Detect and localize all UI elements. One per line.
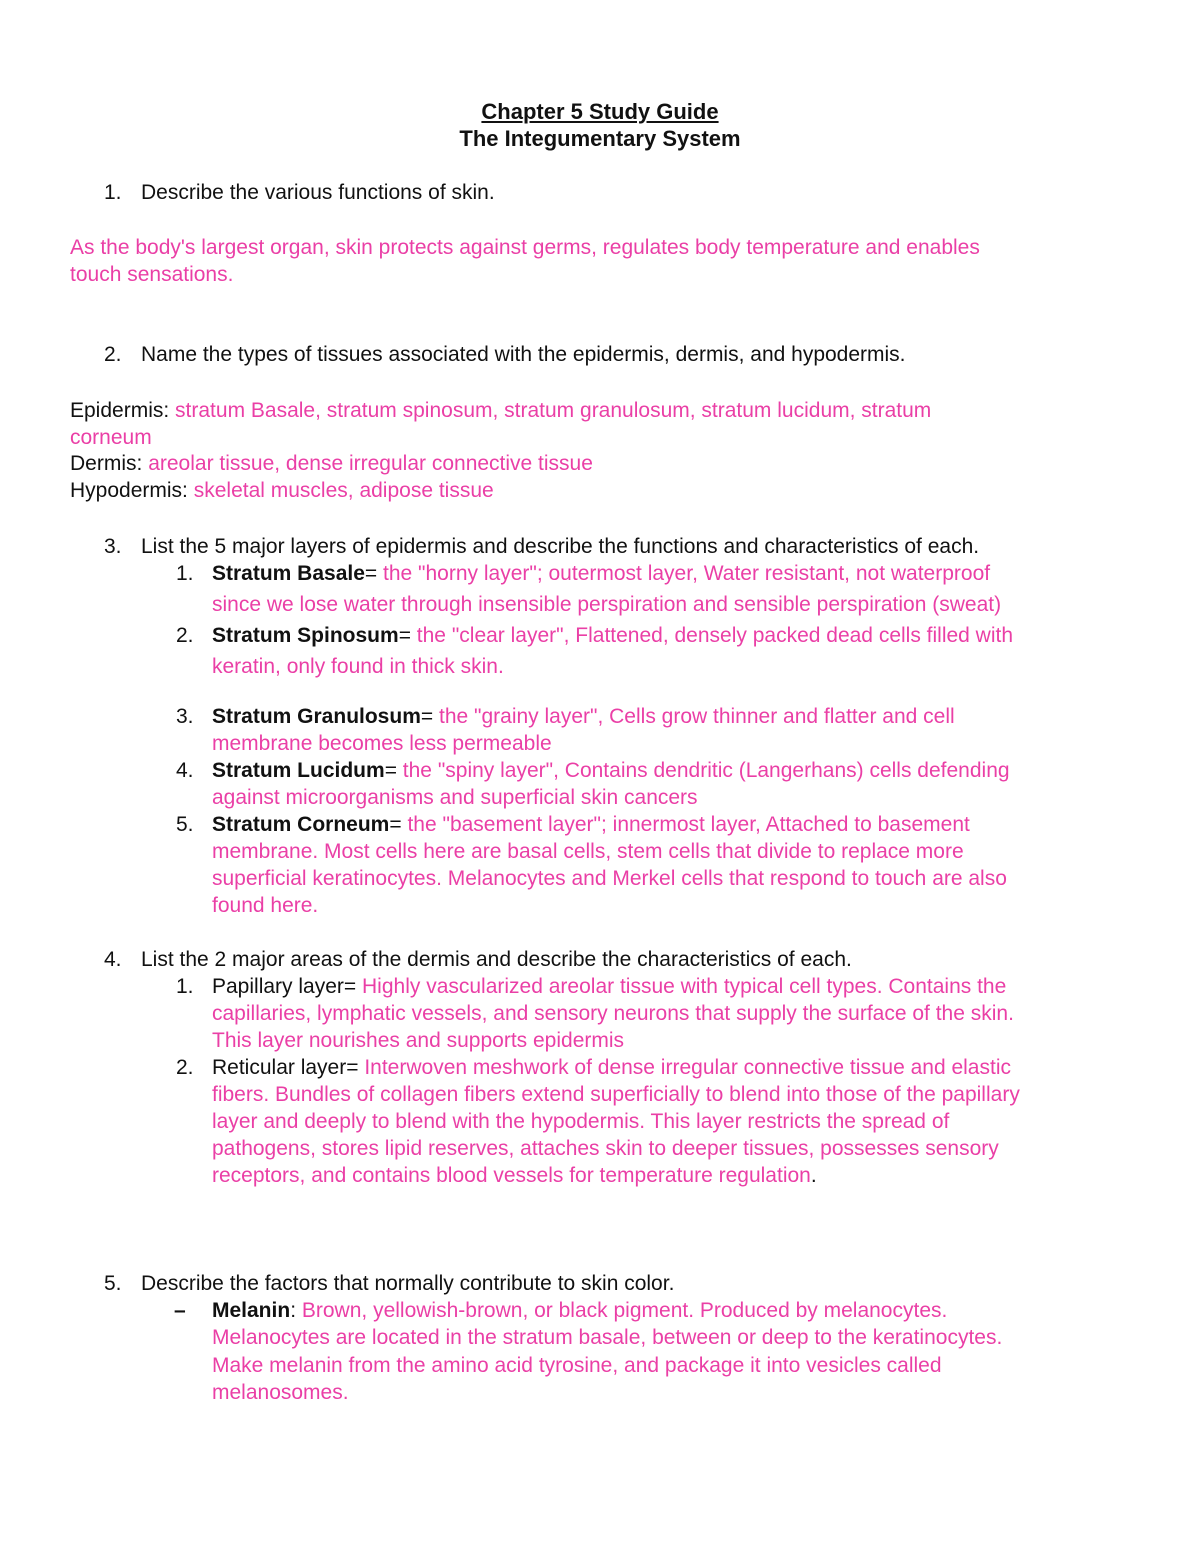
hypodermis-answer: skeletal muscles, adipose tissue [193, 479, 494, 502]
list-item [212, 1297, 947, 1324]
question-number: 5. [104, 1272, 122, 1295]
factor-term: Melanin [212, 1299, 291, 1322]
dermis-area-term: Reticular layer= [212, 1056, 359, 1079]
dermis-label: Dermis: [70, 452, 143, 475]
dermis-line [70, 450, 593, 477]
list-item-number: 2. [176, 624, 194, 647]
epidermis-line [70, 397, 931, 424]
equals-sign: = [389, 813, 402, 836]
factor-description-cont: melanosomes. [212, 1381, 349, 1404]
equals-sign: = [398, 624, 411, 647]
period: . [810, 1164, 817, 1187]
epidermis-label: Epidermis: [70, 399, 170, 422]
dermis-area-description-cont: capillaries, lymphatic vessels, and sensory neurons that supply the surface of the skin. [212, 1002, 1014, 1025]
list-item [212, 757, 1010, 784]
answer-line: touch sensations. [70, 263, 234, 286]
dermis-area-description-cont: layer and deeply to blend with the hypodermis. This layer restricts the spread of [212, 1110, 950, 1133]
dash-bullet: – [174, 1299, 186, 1322]
factor-description-cont: Make melanin from the amino acid tyrosine, and package it into vesicles called [212, 1354, 942, 1377]
answer-line: As the body's largest organ, skin protects against germs, regulates body temperature and enables [70, 236, 980, 259]
epidermis-answer-cont: corneum [70, 426, 152, 449]
page-title: Chapter 5 Study Guide [481, 99, 719, 124]
layer-description-cont: found here. [212, 894, 319, 917]
layer-description-cont: membrane becomes less permeable [212, 732, 552, 755]
list-item [212, 560, 990, 587]
layer-description: the "clear layer", Flattened, densely packed dead cells filled with [416, 624, 1014, 647]
question-text: List the 2 major areas of the dermis and describe the characteristics of each. [141, 948, 852, 971]
list-item [212, 973, 1006, 1000]
colon: : [290, 1299, 297, 1322]
dermis-area-description-cont [212, 1162, 817, 1189]
factor-description: Brown, yellowish-brown, or black pigment. Produced by melanocytes. [301, 1299, 948, 1322]
layer-description-cont: membrane. Most cells here are basal cells, stem cells that divide to replace more [212, 840, 964, 863]
dermis-area-term: Papillary layer= [212, 975, 357, 998]
layer-description-cont: against microorganisms and superficial skin cancers [212, 786, 698, 809]
list-item [212, 703, 955, 730]
epidermis-answer: stratum Basale, stratum spinosum, stratum granulosum, stratum lucidum, stratum [175, 399, 932, 422]
hypodermis-label: Hypodermis: [70, 479, 188, 502]
layer-description: the "grainy layer", Cells grow thinner and flatter and cell [438, 705, 955, 728]
dermis-area-description-cont: This layer nourishes and supports epidermis [212, 1029, 625, 1052]
dermis-area-description-cont: fibers. Bundles of collagen fibers extend superficially to blend into those of the papillary [212, 1083, 1020, 1106]
dermis-area-description: Interwoven meshwork of dense irregular connective tissue and elastic [364, 1056, 1011, 1079]
list-item [212, 622, 1013, 649]
layer-description: the "spiny layer", Contains dendritic (Langerhans) cells defending [402, 759, 1010, 782]
list-item-number: 4. [176, 759, 194, 782]
question-text: Describe the factors that normally contribute to skin color. [141, 1272, 675, 1295]
layer-term: Stratum Spinosum [212, 624, 399, 647]
question-number: 3. [104, 535, 122, 558]
layer-description-cont: superficial keratinocytes. Melanocytes and Merkel cells that respond to touch are also [212, 867, 1007, 890]
question-text: List the 5 major layers of epidermis and describe the functions and characteristics of each. [141, 535, 980, 558]
list-item-number: 2. [176, 1056, 194, 1079]
equals-sign: = [384, 759, 397, 782]
list-item-number: 1. [176, 975, 194, 998]
layer-term: Stratum Granulosum [212, 705, 421, 728]
question-text: Describe the various functions of skin. [141, 181, 495, 204]
list-item [212, 811, 970, 838]
layer-term: Stratum Basale [212, 562, 365, 585]
dermis-answer: areolar tissue, dense irregular connective tissue [148, 452, 593, 475]
question-number: 1. [104, 181, 122, 204]
question-text: Name the types of tissues associated with the epidermis, dermis, and hypodermis. [141, 343, 906, 366]
dermis-area-description-cont: pathogens, stores lipid reserves, attaches skin to deeper tissues, possesses sensory [212, 1137, 999, 1160]
layer-description-cont: keratin, only found in thick skin. [212, 655, 504, 678]
page-subtitle: The Integumentary System [459, 126, 741, 151]
list-item-number: 3. [176, 705, 194, 728]
factor-description-cont: Melanocytes are located in the stratum basale, between or deep to the keratinocytes. [212, 1326, 1003, 1349]
list-item [212, 1054, 1011, 1081]
equals-sign: = [420, 705, 434, 728]
question-number: 4. [104, 948, 122, 971]
layer-term: Stratum Corneum [212, 813, 390, 836]
dermis-area-description-last: receptors, and contains blood vessels for temperature regulation [212, 1164, 811, 1187]
layer-description: the "horny layer"; outermost layer, Water resistant, not waterproof [383, 562, 991, 585]
hypodermis-line [70, 477, 494, 504]
equals-sign: = [364, 562, 378, 585]
question-number: 2. [104, 343, 122, 366]
list-item-number: 1. [176, 562, 194, 585]
layer-description: the "basement layer"; innermost layer, Attached to basement [407, 813, 970, 836]
layer-description-cont: since we lose water through insensible perspiration and sensible perspiration (sweat) [212, 593, 1002, 616]
layer-term: Stratum Lucidum [212, 759, 385, 782]
dermis-area-description: Highly vascularized areolar tissue with typical cell types. Contains the [362, 975, 1007, 998]
list-item-number: 5. [176, 813, 194, 836]
